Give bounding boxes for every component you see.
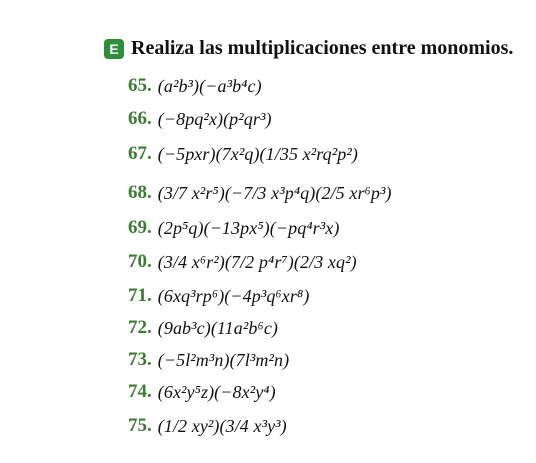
exercise-number: 69. [128,217,152,238]
exercise-number: 68. [128,182,152,203]
exercise-75 [128,411,287,441]
exercise-number: 74. [128,381,152,402]
exercise-expression: (−5pxr)(7x²q)(1/35 x²rq²p²) [157,143,358,164]
exercise-expression: (−8pq²x)(p²qr³) [157,108,272,129]
exercise-number: 66. [128,108,152,129]
exercise-number: 75. [128,415,152,436]
exercise-73 [128,345,289,375]
exercise-68 [128,178,392,208]
exercise-number: 65. [128,75,152,96]
exercise-number: 71. [128,285,152,306]
exercise-71 [128,281,309,311]
exercise-expression: (a²b³)(−a³b⁴c) [157,75,262,96]
exercise-number: 72. [128,317,152,338]
exercise-number: 67. [128,143,152,164]
exercise-expression: (−5l²m³n)(7l³m²n) [157,349,290,370]
exercise-74 [128,377,276,407]
exercise-expression: (2p⁵q)(−13px⁵)(−pq⁴r³x) [157,217,340,238]
exercise-header [104,37,513,60]
instruction-title: Realiza las multiplicaciones entre monomios. [131,37,514,59]
exercise-65 [128,71,262,101]
exercise-69 [128,213,339,243]
exercise-72 [128,313,278,343]
exercise-expression: (1/2 xy²)(3/4 x³y³) [157,415,287,436]
exercise-expression: (3/4 x⁶r²)(7/2 p⁴r⁷)(2/3 xq²) [157,251,357,272]
exercise-expression: (6x²y⁵z)(−8x²y⁴) [157,381,276,402]
exercise-expression: (3/7 x²r⁵)(−7/3 x³p⁴q)(2/5 xr⁶p³) [157,182,392,203]
section-badge: E [104,39,124,59]
exercise-67 [128,139,358,169]
exercise-expression: (6xq³rp⁶)(−4p³q⁶xr⁸) [157,285,310,306]
exercise-expression: (9ab³c)(11a²b⁶c) [157,317,279,338]
exercise-number: 70. [128,251,152,272]
exercise-66 [128,104,272,134]
exercise-70 [128,247,357,277]
exercise-number: 73. [128,349,152,370]
